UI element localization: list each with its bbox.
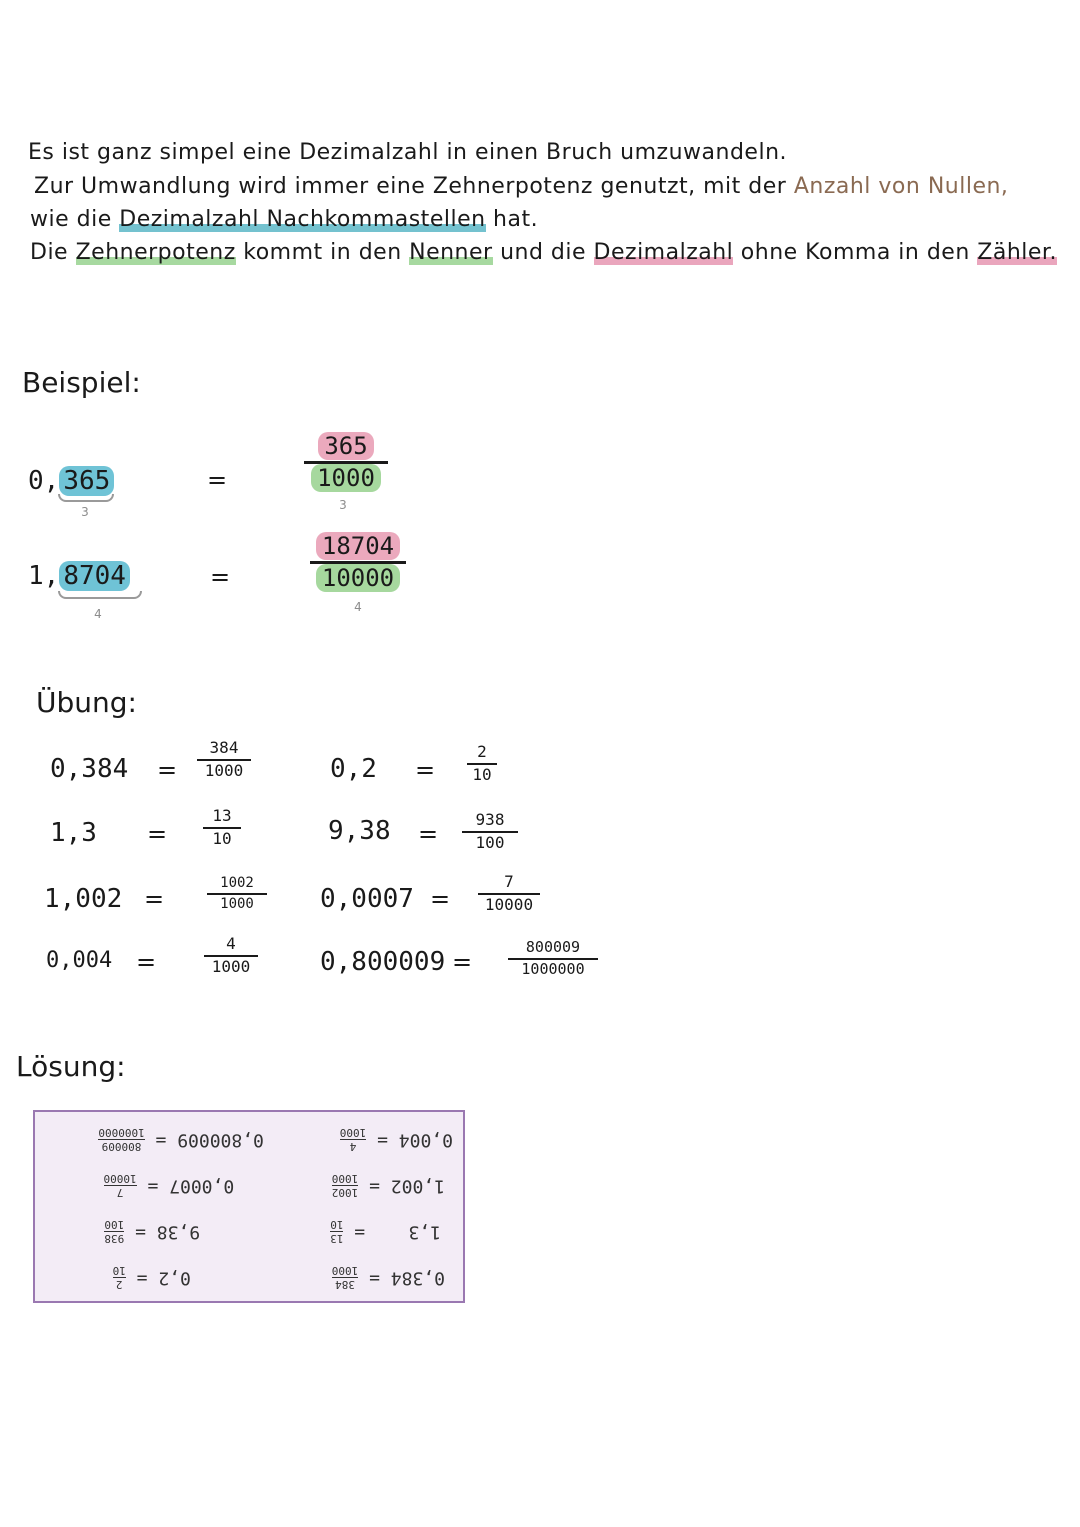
solution-row-2	[75, 1172, 445, 1199]
example-1-decimals: 365	[59, 466, 114, 496]
exercise-left-4-denominator: 1000	[211, 956, 251, 976]
intro-line-4-g: ohne Komma in den	[733, 240, 978, 265]
solution-row-2-left-den: 1000	[331, 1172, 359, 1185]
intro-line-2	[34, 174, 1008, 199]
solution-row-2-right-fraction	[104, 1172, 137, 1199]
exercise-left-4-equals: =	[136, 948, 157, 976]
solution-row-1-left-den: 1000	[339, 1126, 367, 1139]
exercise-left-1-denominator: 1000	[204, 760, 244, 780]
solution-row-4-left-num: 384	[335, 1278, 355, 1291]
solution-row-4-right-equals: =	[136, 1267, 148, 1289]
exercise-left-2-denominator: 10	[212, 828, 232, 848]
exercise-left-1-fraction	[197, 740, 251, 780]
solution-row-4-right-num: 2	[115, 1278, 123, 1291]
solution-row-2-left-equals: =	[369, 1175, 380, 1197]
solution-row-2-right-den: 10000	[103, 1172, 137, 1185]
solution-row-4-right-fraction	[113, 1264, 126, 1291]
exercise-left-2-numerator: 13	[212, 806, 232, 825]
exercise-right-3-decimal: 0,0007	[320, 884, 414, 914]
solution-box	[33, 1110, 465, 1303]
exercise-left-2-fraction	[203, 808, 241, 848]
solution-row-1-right-equals: =	[155, 1129, 167, 1151]
example-2-count: 4	[94, 607, 102, 621]
exercise-right-3-equals: =	[430, 885, 451, 913]
example-1-denominator: 1000	[311, 464, 381, 492]
solution-heading: Lösung:	[16, 1050, 126, 1083]
solution-row-4-left-den: 1000	[331, 1264, 359, 1277]
solution-row-3-right-den: 100	[104, 1218, 125, 1231]
intro-dezimalzahl-highlight: Dezimalzahl	[593, 240, 734, 265]
solution-row-4-right-den: 10	[112, 1264, 126, 1277]
example-2-decimals: 8704	[59, 561, 130, 591]
exercise-left-2-equals: =	[147, 820, 168, 848]
intro-zaehler-highlight: Zähler.	[977, 240, 1057, 265]
example-1-numerator: 365	[318, 432, 373, 460]
example-2-brace	[58, 591, 142, 599]
example-2-decimal	[28, 561, 130, 591]
solution-row-3-right-decimal: 9,38	[156, 1221, 201, 1243]
solution-row-1-left-num: 4	[349, 1140, 357, 1153]
exercise-left-4-fraction	[204, 936, 258, 976]
solution-row-3-left-num: 13	[330, 1232, 344, 1245]
exercise-left-3-denominator: 1000	[220, 895, 254, 912]
exercise-left-2-decimal: 1,3	[50, 818, 97, 848]
intro-line-3-a: wie die	[30, 207, 120, 232]
example-1-brace	[58, 494, 114, 502]
intro-line-3-c: hat.	[485, 207, 539, 232]
exercise-right-2-numerator: 938	[475, 810, 505, 829]
solution-row-2-right-decimal: 0,0007	[169, 1175, 235, 1197]
exercise-left-1-equals: =	[157, 756, 178, 784]
exercise-left-1-decimal: 0,384	[50, 754, 129, 784]
exercise-right-3-fraction	[478, 874, 540, 914]
example-1-int: 0,	[28, 466, 60, 496]
solution-row-2-left-num: 1002	[331, 1186, 359, 1199]
exercise-right-4-numerator: 800009	[525, 938, 581, 956]
solution-row-4-left-fraction	[332, 1264, 359, 1291]
exercise-left-4-numerator: 4	[226, 934, 236, 953]
example-1-count: 3	[81, 505, 89, 519]
intro-zehnerpotenz-highlight: Zehnerpotenz	[75, 240, 236, 265]
example-heading: Beispiel:	[22, 366, 141, 399]
exercise-left-3-decimal: 1,002	[44, 884, 123, 914]
intro-nachkommastellen-highlight: Dezimalzahl Nachkommastellen	[119, 207, 486, 232]
intro-line-2-text: Zur Umwandlung wird immer eine Zehnerpotenz genutzt, mit der	[34, 174, 794, 199]
solution-row-1-left-equals: =	[377, 1129, 388, 1151]
exercise-right-1-fraction	[467, 744, 497, 784]
solution-row-1-left-fraction	[340, 1126, 367, 1153]
intro-nenner-highlight: Nenner	[409, 240, 493, 265]
exercise-right-4-decimal: 0,800009	[320, 947, 446, 977]
solution-row-4	[105, 1264, 445, 1291]
exercise-right-4-equals: =	[452, 948, 473, 976]
exercise-right-4-denominator: 1000000	[521, 959, 585, 978]
solution-row-4-left-decimal: 0,384	[390, 1267, 445, 1289]
solution-row-2-left-fraction	[332, 1172, 359, 1199]
solution-row-3-left-fraction	[330, 1218, 343, 1245]
exercise-left-3-bar	[207, 893, 267, 895]
example-2-den-count: 4	[354, 600, 362, 614]
solution-row-4-left-equals: =	[369, 1267, 380, 1289]
solution-row-1-right-den: 1000000	[98, 1126, 145, 1139]
exercise-right-1-numerator: 2	[477, 742, 487, 761]
exercise-right-2-denominator: 100	[475, 832, 505, 852]
example-1-fraction	[304, 434, 388, 491]
solution-row-3-right-fraction	[104, 1218, 124, 1245]
solution-row-2-right-num: 7	[116, 1186, 124, 1199]
solution-row-1-right-decimal: 0,800009	[177, 1129, 264, 1151]
exercise-right-2-decimal: 9,38	[328, 816, 391, 846]
solution-row-3-right-num: 938	[104, 1232, 125, 1245]
solution-row-2-left-decimal: 1,002	[390, 1175, 445, 1197]
exercise-right-1-decimal: 0,2	[330, 754, 377, 784]
example-2-fraction	[310, 534, 406, 591]
solution-row-4-right-decimal: 0,2	[158, 1267, 191, 1289]
exercise-right-1-denominator: 10	[472, 764, 492, 784]
solution-row-1-right-num: 800009	[101, 1140, 142, 1153]
intro-anzahl-von-nullen: Anzahl von Nullen,	[793, 174, 1009, 199]
intro-line-1: Es ist ganz simpel eine Dezimalzahl in einen Bruch umzuwandeln.	[28, 140, 788, 165]
example-2-equals: =	[210, 563, 231, 591]
exercise-right-4-fraction	[508, 940, 598, 978]
exercise-right-1-equals: =	[415, 756, 436, 784]
intro-line-4-e: und die	[492, 240, 594, 265]
intro-line-3	[30, 207, 538, 232]
solution-row-1-left-decimal: 0,004	[398, 1129, 453, 1151]
solution-row-3-left-decimal: 1,3	[408, 1221, 441, 1243]
exercise-heading: Übung:	[36, 686, 137, 719]
exercise-left-3-numerator: 1002	[220, 875, 254, 891]
solution-row-3	[91, 1218, 441, 1245]
solution-row-3-left-equals: =	[354, 1221, 366, 1243]
exercise-right-3-numerator: 7	[504, 872, 514, 891]
example-2-denominator: 10000	[316, 564, 400, 592]
solution-row-3-left-den: 10	[330, 1218, 344, 1231]
exercise-right-2-equals: =	[418, 820, 439, 848]
exercise-right-3-denominator: 10000	[484, 894, 534, 914]
example-2-int: 1,	[28, 561, 60, 591]
exercise-left-3-fraction	[207, 876, 267, 911]
solution-row-1-right-fraction	[98, 1126, 144, 1153]
example-2-numerator: 18704	[316, 532, 400, 560]
exercise-left-1-numerator: 384	[209, 738, 239, 757]
exercise-left-3-equals: =	[144, 885, 165, 913]
exercise-left-4-decimal: 0,004	[46, 948, 113, 973]
intro-line-4-a: Die	[30, 240, 76, 265]
solution-row-2-right-equals: =	[147, 1175, 159, 1197]
solution-row-3-right-equals: =	[135, 1221, 146, 1243]
intro-line-4-c: kommt in den	[235, 240, 410, 265]
exercise-right-2-fraction	[462, 812, 518, 852]
example-1-decimal	[28, 466, 114, 496]
example-1-equals: =	[207, 466, 228, 494]
solution-row-1	[43, 1126, 453, 1153]
example-1-den-count: 3	[339, 498, 347, 512]
intro-line-4	[30, 240, 1057, 265]
